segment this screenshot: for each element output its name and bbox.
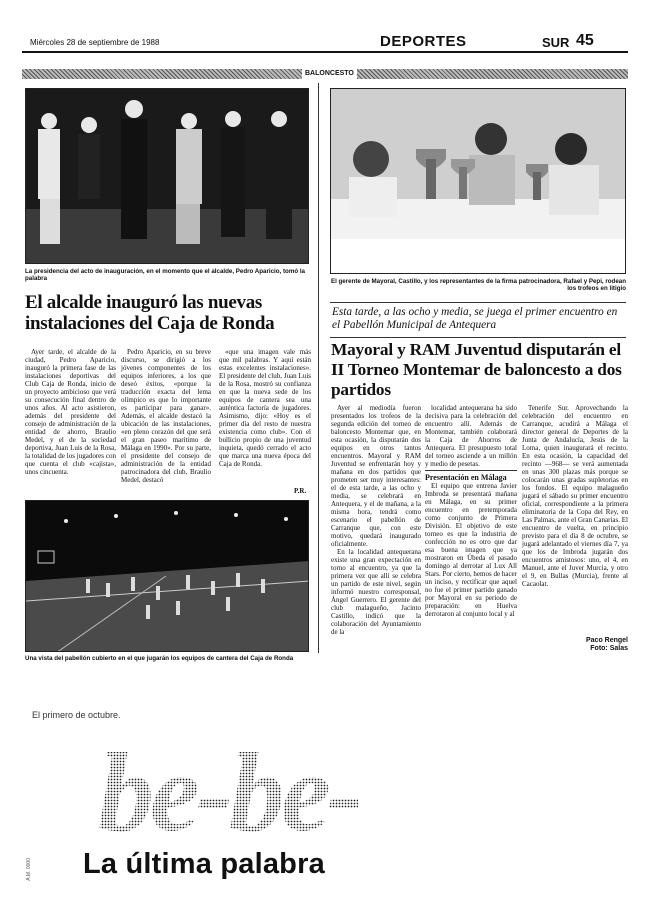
column-divider <box>318 83 319 653</box>
right-article-col-3 <box>522 404 628 588</box>
trophies-photo <box>330 88 626 274</box>
right-col-1b-text: En la localidad antequerana existe una gran expectación en torno al encuentro, ya que la primera vez que allí se celebra un partido de este nivel, según informó nuestro corresponsal, Ángel Guerrero. El gerente del club malagueño, Jacinto Castillo, indicó que la colaboración del Ayuntamiento de la <box>331 548 421 636</box>
ad-date-line: El primero de octubre. <box>32 710 121 720</box>
section-banner <box>22 69 628 79</box>
left-article-col-3 <box>219 348 311 468</box>
ceremony-photo-caption: La presidencia del acto de inauguración, en el momento que el alcalde, Pedro Aparicio, tomó la palabra <box>25 268 305 283</box>
ad-side-code: A.M. 0000 <box>26 858 32 881</box>
issue-date: Miércoles 28 de septiembre de 1988 <box>30 38 160 47</box>
photo-credit: Foto: Salas <box>590 645 628 652</box>
section-title: DEPORTES <box>380 33 467 50</box>
right-col-3-text: Tenerife Sur. Aprovechando la celebración del encuentro en Carranque, acudirá a Málaga el director general de Deportes de la Junta de Andalucía, Jesús de la Loma, quien inaugurará el recinto. En esta ocasión, la capacidad del recinto —968— se verá aumentada en unas 300 plazas más porque se colocarán unas gradas supletorias en los fondos. El equipo malagueño jugará el sábado su primer encuentro oficial, correspondiente a la primera eliminatoria de la Copa del Rey, en Las Palmas, ante el Gran Canarias. El encuentro de vuelta, en principio previsto para el día 8 de octubre, se jugará adelantado el viernes día 7, ya que los de Imbroda jugarán dos encuentros amistosos: uno, el 4, en Manuel, ante el Juver Murcia, y otro el 9, en Bullas (Murcia), frente al Cacaolat. <box>522 404 628 588</box>
right-col-2b-text: El equipo que entrena Javier Imbroda se presentará mañana en Málaga, en su primer encuentro en pretemporada como conjunto de Primera División. El objetivo de este torneo es que la industria de confección no es otro que dar esa buena imagen que ya mostraron en Úbeda el pasado domingo al derrotar al Lux All Stars. Por cierto, hemos de hacer un inciso, y rectificar que aquel no fue el primer partido ganado por Mayoral en su periodo de preparación: en Huelva derrotaron al conjunto local y al <box>425 482 517 618</box>
left-col-2-text: Pedro Aparicio, en su breve discurso, se dirigió a los jóvenes componentes de los equipos inferiores, a los que deseó éxitos, «porque la traducción exacta del lema olímpico es que lo importante es participar para ganar». Además, el alcalde destacó la ubicación de las instalaciones, «en pleno corazón del que será el gran paseo marítimo de Málaga en 1990». Por su parte, el presidente del consejo de administración de la entidad patrocinadora del club, Braulio Medel, destacó <box>121 348 211 484</box>
left-col-1-text: Ayer tarde, el alcalde de la ciudad, Pedro Aparicio, inauguró la primera fase de las instalaciones deportivas del Club Caja de Ronda, inicio de un proyecto ambicioso que verá su consecución final dentro de unos años. Al acto asistieron, además del presidente del consejo de administración de la entidad de ahorro, Braulio Medel, y el de la sociedad deportiva, Juan Luis de la Rosa, la totalidad de los jugadores con que cuenta el club «cajista», unos cincuenta. <box>25 348 116 476</box>
right-article-col-1 <box>331 404 421 636</box>
left-col-3-text: «que una imagen vale más que mil palabras. Y aquí están estas excelentes instalaciones». El presidente del club, Juan Luis de la Rosa, mostró su confianza en que la nueva sede de los equipos de cantera sea una auténtica factoría de jugadores. Asimismo, dijo: «Hoy es el primer día del resto de nuestra existencia como club». Con el bullicio propio de una juventud inquieta, quedó cerrado el acto que marca una nueva época del Caja de Ronda. <box>219 348 311 468</box>
right-article-col-2 <box>425 404 517 618</box>
right-article-credits <box>560 637 628 653</box>
right-headline: Mayoral y RAM Juventud disputarán el II Torneo Montemar de baloncesto a dos partidos <box>331 340 622 399</box>
left-article-col-2 <box>121 348 211 484</box>
right-col-1-text: Ayer al mediodía fueron presentados los trofeos de la segunda edición del torneo de baloncesto Montemar que, en esta ocasión, la disputarán dos equipos en otros tantos encuentros. Mayoral y RAM Juventud se enfrentarán hoy y mañana en dos partidos que prometen ser muy interesantes: el de esta tarde, a las ocho y media, se celebrará en Antequera, y el de mañana, a la misma hora, tendrá como escenario el pabellón de Carranque que, con este motivo, quedará inaugurado oficialmente. <box>331 404 421 548</box>
ad-tagline: La última palabra <box>83 848 325 880</box>
page-number: 45 <box>576 32 594 49</box>
deck-rule-bottom <box>330 337 626 338</box>
pavilion-photo-caption: Una vista del pabellón cubierto en el que jugarán los equipos de cantera del Caja de Ronda <box>25 655 294 662</box>
left-article-signoff: P.R. <box>294 487 307 495</box>
left-article-col-1 <box>25 348 116 476</box>
deck-rule-top <box>330 302 626 303</box>
header-rule <box>22 51 628 53</box>
newspaper-brand: SUR <box>542 35 570 50</box>
ceremony-photo <box>25 88 309 264</box>
right-subhead: Presentación en Málaga <box>425 470 517 482</box>
right-col-2-text: localidad antequerana ha sido decisiva para la celebración del encuentro allí. Además de Montemar, también colaborará la Caja de Ahorros de Antequera. El presupuesto total del torneo asciende a un millón y medio de pesetas. <box>425 404 517 468</box>
right-deck: Esta tarde, a las ocho y media, se juega el primer encuentro en el Pabellón Municipal de Antequera <box>332 306 618 331</box>
trophies-photo-caption: El gerente de Mayoral, Castillo, y los representantes de la firma patrocinadora, Rafael y Pepi, rodean los trofeos en litigio <box>330 278 626 293</box>
pavilion-photo <box>25 500 309 652</box>
ad-logo-text: be-be- <box>98 731 358 855</box>
banner-label: BALONCESTO <box>302 69 357 79</box>
author-credit: Paco Rengel <box>585 637 628 644</box>
left-headline: El alcalde inauguró las nuevas instalaciones del Caja de Ronda <box>25 292 275 334</box>
